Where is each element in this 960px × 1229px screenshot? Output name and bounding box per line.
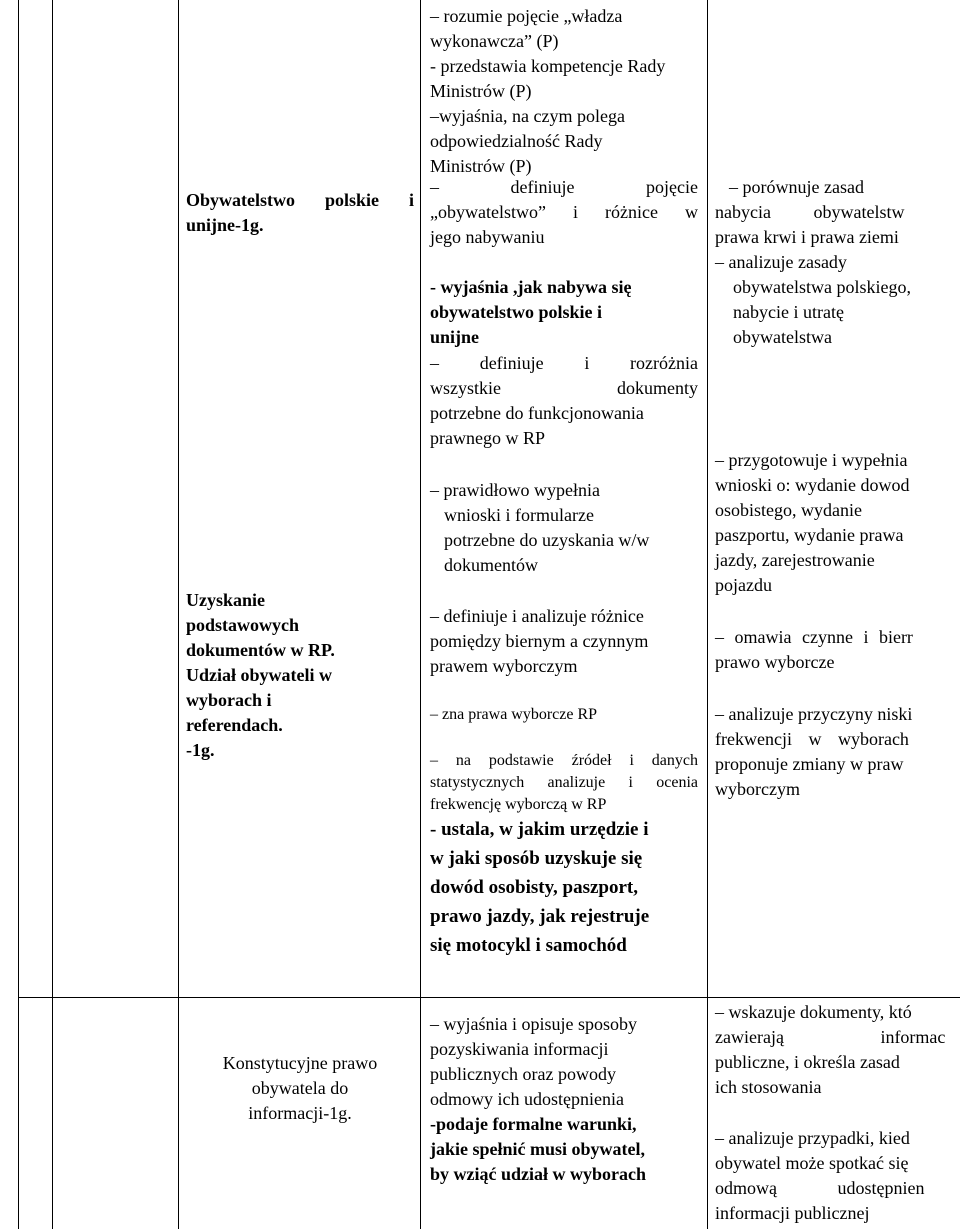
table-border-col4 bbox=[707, 0, 708, 1229]
advanced-applications: – przygotowuje i wypełnia wnioski o: wydanie dowod osobistego, wydanie paszportu, wydanie prawa jazdy, zarejestrowanie pojazdu bbox=[715, 450, 910, 595]
requirement-turnout-analysis: – na podstawie źródeł i danych statystycznych analizuje i ocenia frekwencję wyborczą w RP bbox=[430, 752, 698, 813]
requirement-citizenship-definition: – definiuje pojęcie „obywatelstwo” i różnice w jego nabywaniu bbox=[430, 177, 698, 247]
advanced-turnout: – analizuje przyczyny niski frekwencji w wyborach proponuje zmiany w praw wyborczym bbox=[715, 704, 913, 799]
requirements-executive-power: – rozumie pojęcie „władza wykonawcza” (P) - przedstawia kompetencje Rady Ministrów (P) –wyjaśnia, na czym polega odpowiedzialność Rady Ministrów (P) bbox=[430, 6, 666, 176]
requirement-documents: – definiuje i rozróżnia wszystkie dokumenty potrzebne do funkcjonowania prawnego w RP bbox=[430, 353, 698, 448]
requirement-public-information: – wyjaśnia i opisuje sposoby pozyskiwania informacji publicznych oraz powody odmowy ich udostępnienia bbox=[430, 1014, 637, 1109]
requirement-election-conditions: -podaje formalne warunki, jakie spełnić musi obywatel, by wziąć udział w wyborach bbox=[430, 1114, 646, 1184]
requirement-forms: – prawidłowo wypełnia wnioski i formularze potrzebne do uzyskania w/w dokumentów bbox=[430, 480, 650, 575]
requirement-electoral-law: – zna prawa wyborcze RP bbox=[430, 706, 598, 723]
table-border-left bbox=[18, 0, 19, 1229]
advanced-citizenship: – porównuje zasad nabycia obywatelstw prawa krwi i prawa ziemi – analizuje zasady obywatelstwa polskiego, nabycie i utratę obywatelstwa bbox=[715, 177, 911, 347]
requirement-office-procedures: - ustala, w jakim urzędzie i w jaki sposób uzyskuje się dowód osobisty, paszport, prawo jazdy, jak rejestruje się motocykl i samochód bbox=[430, 819, 650, 956]
topic-citizenship: Obywatelstwo polskie i unijne-1g. bbox=[186, 190, 414, 235]
advanced-information-refusal: – analizuje przypadki, kied obywatel może spotkać się odmową udostępnien informacji publicznej bbox=[715, 1128, 925, 1223]
requirement-citizenship-acquisition: - wyjaśnia ,jak nabywa się obywatelstwo polskie i unijne bbox=[430, 277, 632, 347]
advanced-information-documents: – wskazuje dokumenty, któ zawierają informac publiczne, i określa zasad ich stosowania bbox=[715, 1002, 946, 1097]
advanced-voting-rights: – omawia czynne i bierr prawo wyborcze bbox=[715, 627, 913, 672]
topic-information-right: Konstytucyjne prawo obywatela do informacji-1g. bbox=[222, 1053, 378, 1123]
table-row-divider bbox=[18, 997, 960, 998]
table-border-col1 bbox=[52, 0, 53, 1229]
table-border-col3 bbox=[420, 0, 421, 1229]
table-border-col2 bbox=[178, 0, 179, 1229]
requirement-voting-rights: – definiuje i analizuje różnice pomiędzy biernym a czynnym prawem wyborczym bbox=[430, 606, 649, 676]
topic-documents-elections: Uzyskanie podstawowych dokumentów w RP. Udział obywateli w wyborach i referendach. -1g. bbox=[186, 590, 335, 760]
